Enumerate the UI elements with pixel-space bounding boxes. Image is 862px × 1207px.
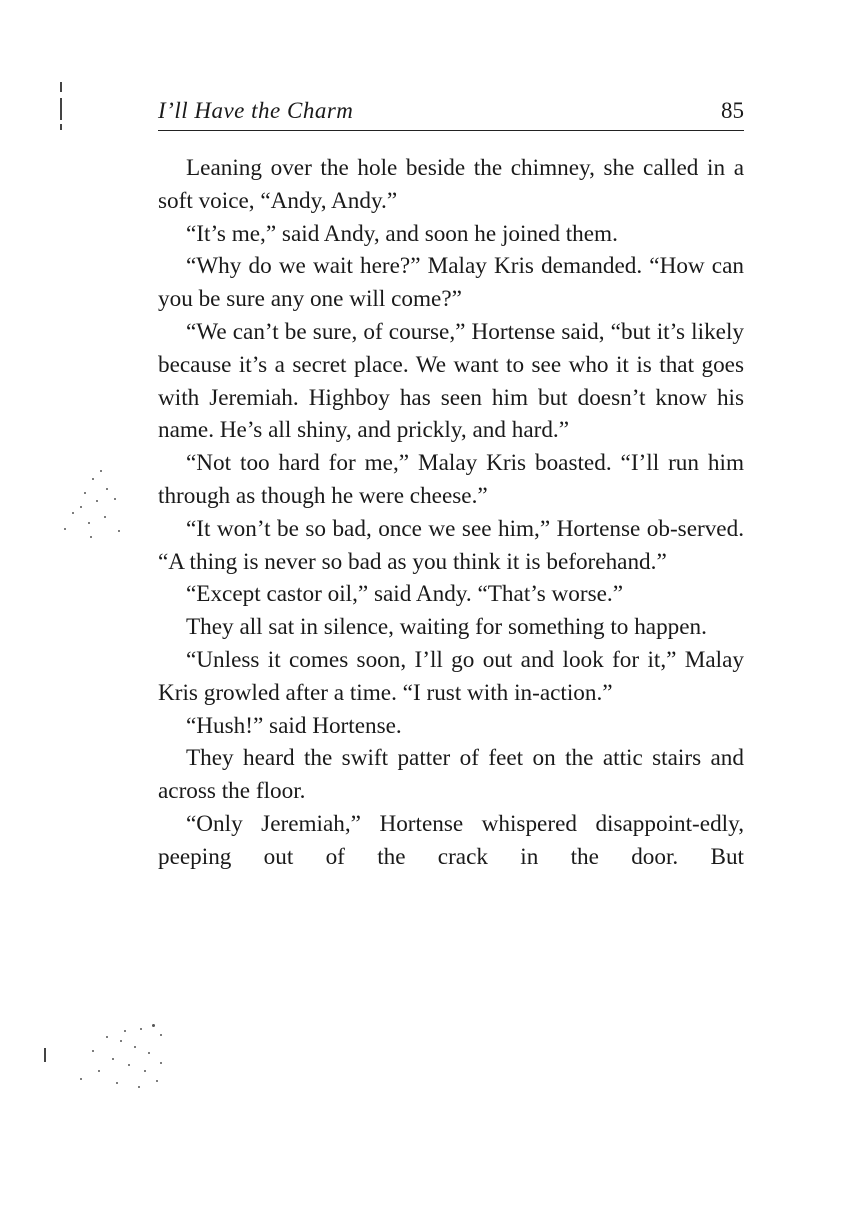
paragraph: “Only Jeremiah,” Hortense whispered disappoint-edly, peeping out of the crack in the door. But: [158, 810, 744, 870]
paragraph: “Why do we wait here?” Malay Kris demanded. “How can you be sure any one will come?”: [158, 253, 744, 313]
page-number: 85: [721, 98, 744, 123]
scan-mark: [60, 82, 62, 92]
running-header: [158, 96, 744, 131]
paragraph: “We can’t be sure, of course,” Hortense said, “but it’s likely because it’s a secret place. We want to see who it is that goes with Jeremiah. Highboy has seen him but doesn’t know his name. He’s all shiny, and prickly, and hard.”: [158, 318, 744, 444]
paragraph: They all sat in silence, waiting for something to happen.: [186, 614, 707, 641]
paragraph: “Except castor oil,” said Andy. “That’s worse.”: [186, 581, 623, 608]
scan-mark: [60, 98, 62, 120]
scan-mark: [60, 124, 62, 130]
paragraph: “Unless it comes soon, I’ll go out and look for it,” Malay Kris growled after a time. “I rust with in-action.”: [158, 646, 744, 706]
scan-mark: [44, 1048, 46, 1062]
paragraph: “It’s me,” said Andy, and soon he joined them.: [186, 220, 618, 247]
paragraph: “Hush!” said Hortense.: [186, 712, 402, 739]
body-text: [158, 152, 744, 874]
paragraph: Leaning over the hole beside the chimney, she called in a soft voice, “Andy, Andy.”: [158, 155, 744, 214]
running-title: I’ll Have the Charm: [158, 98, 354, 123]
paragraph: “Not too hard for me,” Malay Kris boasted. “I’ll run him through as though he were cheese.”: [158, 450, 744, 509]
paragraph: “It won’t be so bad, once we see him,” Hortense ob-served. “A thing is never so bad as you think it is beforehand.”: [158, 515, 744, 575]
paragraph: They heard the swift patter of feet on the attic stairs and across the floor.: [158, 745, 744, 805]
